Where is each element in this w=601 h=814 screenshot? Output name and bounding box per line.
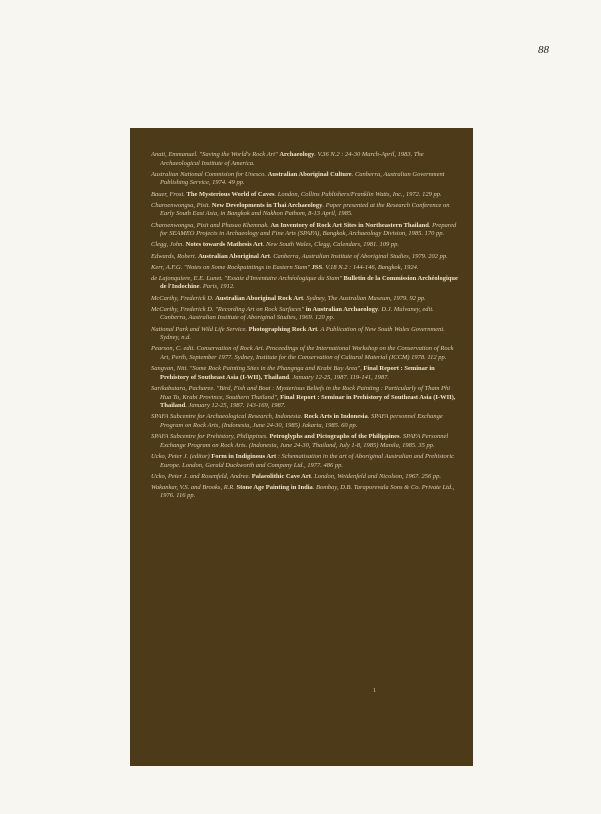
bibliography-entry — [151, 191, 461, 200]
entry-text: Ucko, Peter J. and Rosenfeld, Andree. — [151, 472, 252, 480]
entry-text: . A Publication of New South Wales Government. Sydney, n.d. — [160, 325, 445, 342]
entry-text: . January 12-25, 1987. 119-141, 1987. — [289, 373, 389, 381]
entry-title: in Australian Archaeology — [305, 305, 379, 313]
bibliography-entry — [151, 202, 461, 219]
entry-text: . D.J. Mulvaney, edit. Canberra, Australian Institute of Aboriginal Studies, 1969. 120 pp. — [160, 305, 434, 322]
bibliography-panel — [130, 128, 473, 766]
entry-text: . Canberra, Australian Institute of Aboriginal Studies, 1979. 202 pp. — [269, 252, 448, 260]
entry-text: Anati, Emmanuel. "Saving the World's Rock Art" — [151, 151, 280, 158]
bibliography-entry — [151, 473, 461, 482]
entry-text: Sarikabutara, Pacharee. "Bird, Fish and Boat : Mysterious Beliefs in the Rock Painting : Particularly of Tham Phi Hua To, Krabi Province, Southern Thailand", — [151, 384, 451, 401]
entry-title: Form in Indiginous Art — [211, 452, 277, 460]
bibliography-entry — [151, 275, 461, 292]
entry-text: SPAFA Subcentre for Archaeological Research, Indonesia. — [151, 413, 304, 421]
bibliography-entry — [151, 453, 461, 470]
entry-title: Photographing Rock Art — [248, 325, 318, 333]
bibliography-entry — [151, 413, 461, 430]
entry-text: Ucko, Peter J. (editor) — [151, 452, 212, 460]
entry-text: Charoenwongsa, Pisit and Phasuo Khemnak. — [151, 221, 271, 229]
entry-text: . V.36 N.2 : 24-30 March-April, 1983. The Archaeological Institute of America. — [160, 151, 424, 167]
entry-text: . Paper presented at the Research Conference on Early South East Asia, in Bangkok and Nakhon Pathom, 8-13 April, 1985. — [160, 201, 450, 218]
entry-text: McCarthy, Frederick D. — [151, 294, 216, 302]
bibliography-list — [151, 151, 461, 501]
bibliography-entry — [151, 345, 461, 362]
entry-text: Kerr, A.F.G. "Notes on Some Rockpaintings in Eastern Siam" — [151, 263, 312, 271]
entry-title: New Developments in Thai Archaeology — [211, 201, 323, 209]
entry-title: Final Report : Seminar in Prehistory of Southeast Asia (I-WII), Thailand — [160, 365, 435, 381]
entry-text: . Bombay, D.B. Taraporevala Sons & Co. Private Ltd., 1976. 116 pp. — [160, 483, 455, 500]
entry-title: Archaeology — [279, 151, 315, 158]
entry-title: Australian Aboriginal Culture — [267, 170, 352, 178]
bibliography-entry — [151, 306, 461, 323]
bibliography-entry — [151, 264, 461, 273]
bibliography-entry — [151, 171, 461, 188]
entry-text: : Schematisation in the art of Aboriginal Australian and Prehistoric Europe. London, Gerald Duckworth and Company Ltd., 1977. 486 pp. — [160, 452, 455, 469]
entry-text: . January 12-25, 1987. 143-169, 1987. — [185, 402, 286, 410]
bibliography-entry — [151, 151, 461, 168]
bibliography-entry — [151, 253, 461, 262]
entry-text: Clegg, John. — [151, 241, 186, 249]
entry-title: Australian Aboriginal Art — [198, 252, 270, 260]
entry-text: . London, Weidenfeld and Nicolson, 1967. 256 pp. — [310, 472, 442, 480]
entry-title: Petroglyphs and Pictographs of the Philippines — [269, 433, 400, 441]
entry-text: . Paris, 1912. — [199, 283, 235, 291]
bibliography-entry — [151, 222, 461, 239]
entry-text: . London, Collins Publishers/Franklin Watts, Inc., 1972. 129 pp. — [274, 190, 442, 198]
entry-title: Palaeolithic Cave Art — [251, 472, 311, 480]
page-number: 88 — [538, 44, 549, 56]
entry-title: The Mysterious World of Caves — [186, 190, 275, 198]
entry-text: . V.18 N.2 : 144-146, Bangkok, 1924. — [322, 263, 419, 271]
entry-title: Notes towards Mathesis Art — [185, 241, 263, 249]
entry-text: Bauer, Frost. — [151, 190, 187, 198]
panel-mark: 1 — [373, 688, 376, 694]
bibliography-entry — [151, 241, 461, 250]
entry-text: Wakankar, V.S. and Brooks, R.R. — [151, 483, 237, 491]
entry-text: Edwards, Robert. — [151, 252, 199, 260]
entry-text: Charoenwongsa, Pisit. — [151, 201, 212, 209]
entry-text: National Park and Wild Life Service. — [151, 325, 249, 333]
entry-text: Pearson, C. edit. Conservation of Rock Art. Proceedings of the International Workshop on the Conservation of Rock Art, Perth, September 1977. Sydney, Institute for the Conservation of Cultural Material (ICCM) 1978. 112 pp. — [151, 345, 454, 361]
entry-text: de Lajonquiere, E.E. Lunet. "Essaie d'Inventaire Archéologique du Siam" — [151, 274, 344, 282]
entry-text: . New South Wales, Clegg, Calendars, 1981. 109 pp. — [262, 241, 400, 249]
entry-text: . SPAFA personnel Exchange Program on Rock Arts, (Indonesia, June 24-30, 1985) Jakarta, 1985. 60 pp. — [160, 413, 443, 429]
bibliography-entry — [151, 484, 461, 501]
entry-title: Rock Arts in Indonesia — [303, 413, 368, 421]
entry-text: . Prepared for SEAMEO Projects in Archaeology and Fine Arts (SPAFA), Bangkok, Archaeology Division, 1985. 170 pp. — [160, 221, 457, 238]
bibliography-entry — [151, 365, 461, 382]
entry-text: . Canberra, Australian Government Publishing Service, 1974. 49 pp. — [160, 170, 445, 187]
entry-text: McCarthy, Frederick D. "Recording Art on Rock Surfaces" — [151, 305, 306, 313]
entry-text: SPAFA Subcentre for Prehistory, Philippines. — [151, 433, 270, 441]
entry-text: Sangvan, Niti. "Some Rock Painting Sites in the Phangnga and Krabi Bay Area", — [151, 365, 364, 373]
bibliography-entry — [151, 326, 461, 343]
entry-title: Final Report : Seminar in Prehistory of Southeast Asia (I-WII), Thailand — [160, 393, 456, 410]
entry-title: Bulletin de la Commission Archéologique de l'Indochine — [160, 274, 458, 291]
entry-text: . SPAFA Personnel Exchange Program on Rock Arts. (Indonesia, June 24-30, Thailand, July 1-8, 1985) Manila, 1985. 35 pp. — [160, 433, 449, 449]
entry-title: An Inventory of Rock Art Sites in Northeastern Thailand — [270, 221, 429, 229]
entry-title: Australian Aboriginal Rock Art — [215, 294, 304, 302]
bibliography-entry — [151, 433, 461, 450]
entry-title: JSS — [311, 263, 323, 271]
entry-title: Stone Age Painting in India — [236, 483, 313, 491]
bibliography-entry — [151, 295, 461, 304]
entry-text: Australian National Commision for Unesco. — [151, 170, 268, 178]
entry-text: . Sydney, The Australian Museum, 1979. 92 pp. — [303, 294, 426, 302]
bibliography-entry — [151, 385, 461, 411]
